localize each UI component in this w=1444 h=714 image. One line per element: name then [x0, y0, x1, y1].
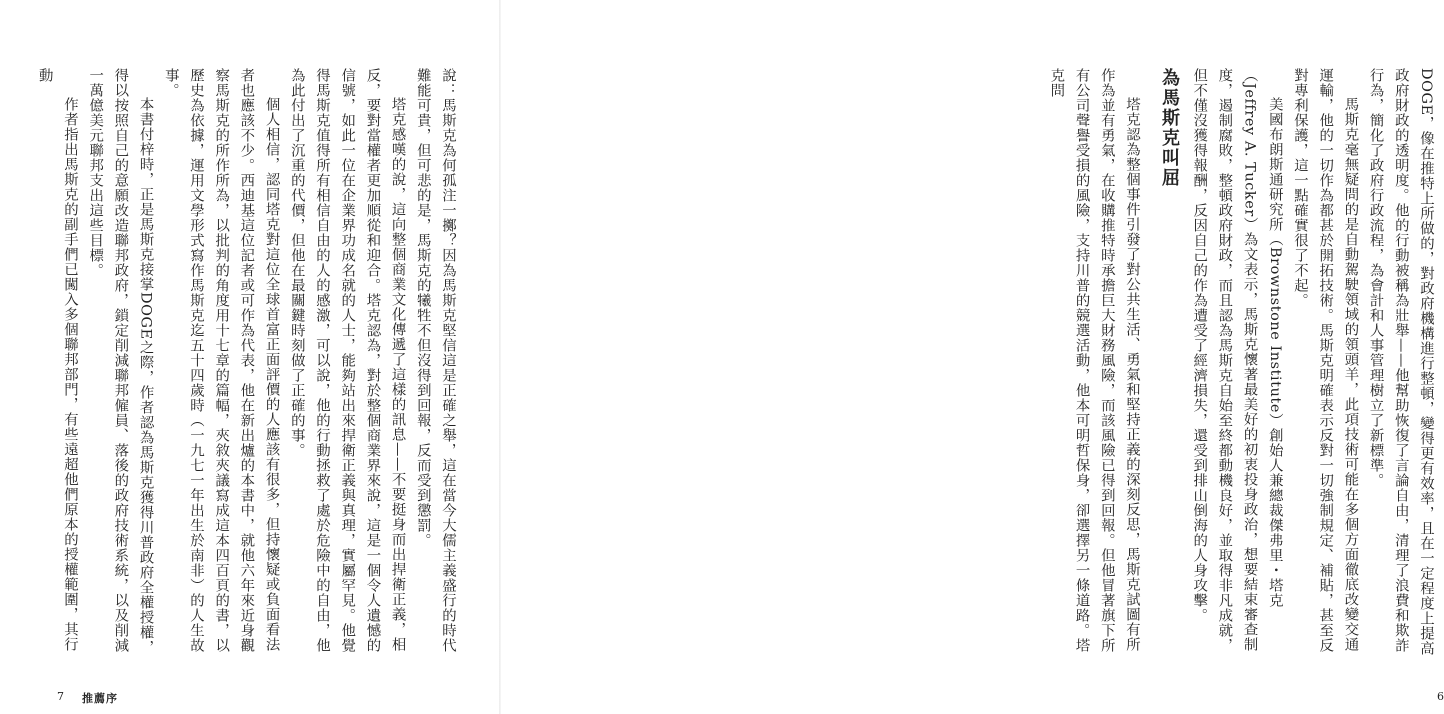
- section-heading: 為馬斯克叫屈: [1158, 68, 1180, 188]
- page-number: 7: [57, 690, 64, 703]
- paragraph: 美國布朗斯通研究所（Brownstone Institute）創始人兼總裁傑弗里・塔克（Jeffrey A. Tucker）為文表示，馬斯克懷著最美好的初衷投身政治，想要結束審查制度，遏制腐敗，整頓政府財政，而且認為馬斯克自始至終都動機良好，並取得非凡成就，但不僅沒獲得報酬，反因自己的作為遭受了經濟損失，還受到排山倒海的人身攻擊。: [1191, 68, 1283, 653]
- paragraph: 塔克感嘆的說，這向整個商業文化傳遞了這樣的訊息——不要挺身而出捍衛正義，相反，要對當權者更加順從和迎合。塔克認為，對於整個商業界來說，這是一個令人遺憾的信號，如此一位在企業界功成名就的人士，能夠站出來捍衛正義與真理，實屬罕見。他覺得馬斯克值得所有相信自由的人的感激，可以說，他的行動拯救了處於危險中的自由，他為此付出了沉重的代價，但他在最關鍵時刻做了正確的事。: [288, 68, 406, 653]
- left-page-text-block: [36, 68, 460, 658]
- paragraph: 馬斯克毫無疑問的是自動駕駛領域的領頭羊，此項技術可能在多個方面徹底改變交通運輸，他的一切作為都甚於開拓技術。馬斯克明確表示反對一切強制規定、補貼，甚至反對專利保護，這一點確實很了不起。: [1291, 68, 1359, 653]
- running-head: 推薦序: [82, 692, 118, 705]
- paragraph: 作者指出馬斯克的副手們已闖入多個聯邦部門，有些遠超他們原本的授權範圍，其行動: [36, 68, 78, 652]
- paragraph: 塔克認為整個事件引發了對公共生活、勇氣和堅持正義的深刻反思，馬斯克試圖有所作為並有勇氣，在收購推特時承擔巨大財務風險，而該風險已得到回報。但他冒著旗下所有公司聲譽受損的風險，支持川普的競選活動，他本可明哲保身，卻選擇另一條道路。塔克問: [1048, 68, 1140, 653]
- paragraph: 本書付梓時，正是馬斯克接掌DOGE之際，作者認為馬斯克獲得川普政府全權授權，得以按照自己的意願改造聯邦政府，鎖定削減聯邦僱員、落後的政府技術系統，以及削減一萬億美元聯邦支出這些目標。: [87, 68, 154, 655]
- paragraph: 個人相信，認同塔克對這位全球首富正面評價的人應該有很多，但持懷疑或負面看法者也應該不少。西迪基這位記者或可作為代表，他在新出爐的本書中，就他六年來近身觀察馬斯克的所作所為，以批判的角度用十七章的篇幅，夾敘夾議寫成這本四百頁的書，以歷史為依據，運用文學形式寫作馬斯克迄五十四歲時（一九七一年出生於南非）的人生故事。: [162, 68, 280, 653]
- left-page: [0, 0, 500, 714]
- page-number: 6: [1437, 690, 1444, 703]
- paragraph: 說：馬斯克為何孤注一擲？因為馬斯克堅信這是正確之舉，這在當今大儒主義盛行的時代難能可貴，但可悲的是，馬斯克的犧牲不但沒得到回報，反而受到懲罰。: [414, 68, 456, 653]
- right-page: [500, 0, 1444, 714]
- right-page-text-block: [1042, 68, 1438, 658]
- paragraph: DOGE，像在推特上所做的，對政府機構進行整頓，變得更有效率，且在一定程度上提高政府財政的透明度。他的行動被稱為壯舉——他幫助恢復了言論自由，清理了浪費和欺詐行為，簡化了政府行政流程，為會計和人事管理樹立了新標準。: [1367, 68, 1434, 656]
